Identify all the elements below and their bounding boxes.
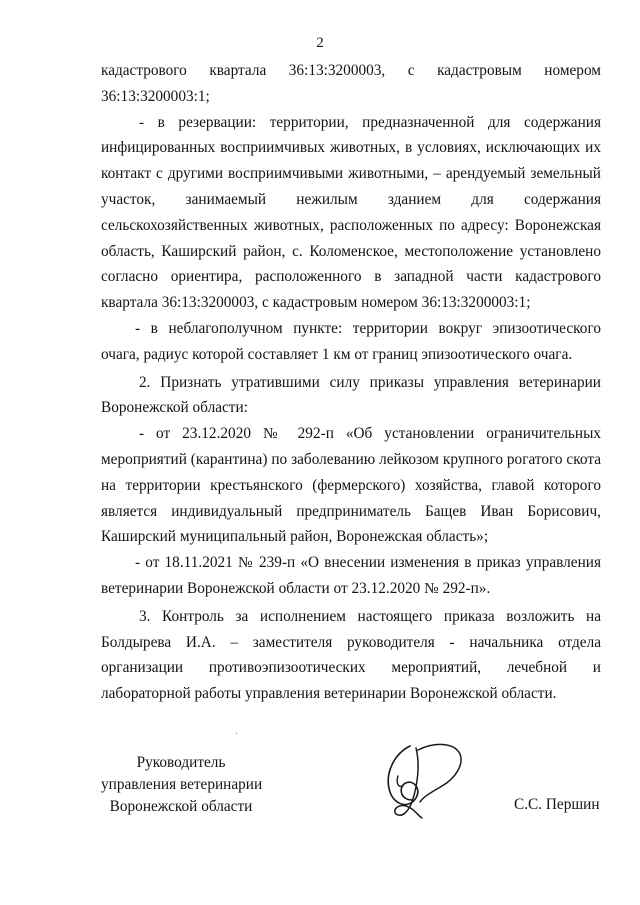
paragraph-unfavorable-point: - в неблагополучном пункте: территории вокруг эпизоотического очага, радиус которой составляет 1 км от границ эпизоотического очага.	[101, 319, 601, 363]
signatory-title-line: Воронежской области	[109, 798, 253, 815]
paragraph-item-3: 3. Контроль за исполнением настоящего приказа возложить на Болдырева И.А. – заместителя руководителя - начальника отдела организации противоэпизоотических мероприятий, лечебной и лабораторной работы управления ветеринарии Воронежской области.	[101, 607, 601, 703]
paragraph-item-2: 2. Признать утратившими силу приказы управления ветеринарии Воронежской области:	[101, 373, 601, 417]
signer-name: С.С. Першин	[514, 796, 600, 813]
handwritten-signature	[372, 740, 482, 820]
signatory-title	[101, 752, 261, 818]
paragraph-order-239: - от 18.11.2021 № 239-п «О внесении изменения в приказ управления ветеринарии Воронежской области от 23.12.2020 № 292-п».	[101, 554, 601, 597]
paragraph-reservation: - в резервации: территории, предназначенной для содержания инфицированных восприимчивых животных, в условиях, исключающих их контакт с другими восприимчивыми животными, – арендуемый земельный участок, занимаемый нежилым зданием для содержания сельскохозяйственных животных, расположенных по адресу: Воронежская область, Каширский район, с. Коломенское, местоположение установлено согласно ориентира, расположенного в западной части кадастрового квартала 36:13:3200003, с кадастровым номером 36:13:3200003:1;	[101, 113, 601, 312]
signatory-title-line: управления ветеринарии	[101, 776, 263, 793]
paragraph-order-292: - от 23.12.2020 № 292-п «Об установлении ограничительных мероприятий (карантина) по заболеванию лейкозом крупного рогатого скота на территории крестьянского (фермерского) хозяйства, главой которого является индивидуальный предприниматель Бащев Иван Борисович, Каширский муниципальный район, Воронежская область»;	[101, 425, 601, 546]
paragraph-cadastral-continuation: кадастрового квартала 36:13:3200003, с кадастровым номером 36:13:3200003:1;	[101, 62, 601, 105]
document-body	[101, 58, 601, 707]
scan-speck	[236, 733, 237, 734]
signatory-title-line: Руководитель	[136, 754, 226, 771]
page-number: 2	[316, 35, 324, 51]
